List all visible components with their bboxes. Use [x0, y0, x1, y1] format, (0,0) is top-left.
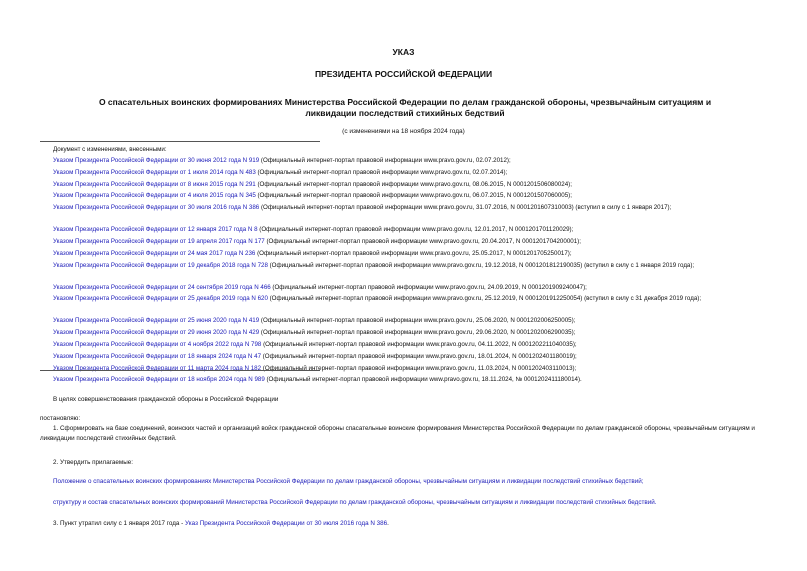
- amendment-link[interactable]: Указом Президента Российской Федерации от 4 июля 2015 года N 345: [53, 192, 256, 200]
- amendment-item: [40, 203, 768, 212]
- amendment-item: [40, 168, 768, 177]
- amendment-source: (Официальный интернет-портал правовой информации www.pravo.gov.ru, 06.07.2015, N 0001201507060005);: [255, 192, 572, 200]
- amendment-source: (Официальный интернет-портал правовой информации www.pravo.gov.ru, 12.01.2017, N 0001201701120029);: [257, 226, 574, 234]
- amendment-item: [40, 294, 768, 303]
- amendment-link[interactable]: Указом Президента Российской Федерации от 24 сентября 2019 года N 466: [53, 283, 271, 291]
- item-2-paragraph: 2. Утвердить прилагаемые:: [53, 459, 133, 466]
- amendment-link[interactable]: Указом Президента Российской Федерации от 11 марта 2024 года N 182: [53, 364, 262, 372]
- amendment-source: (Официальный интернет-портал правовой информации www.pravo.gov.ru, 18.01.2024, N 0001202401180019);: [261, 352, 577, 360]
- document-heading: О спасательных воинских формированиях Министерства Российской Федерации по делам гражданской обороны, чрезвычайным ситуациям и ликвидации последствий стихийных бедствий: [98, 97, 712, 118]
- item-2b-link[interactable]: структуру и состав спасательных воинских формирований Министерства Российской Федерации по делам гражданской обороны, чрезвычайным ситуациям и ликвидации последствий стихийных бедствий.: [53, 499, 657, 506]
- amendment-source: (Официальный интернет-портал правовой информации www.pravo.gov.ru, 02.07.2012);: [259, 157, 511, 164]
- amendment-item: [40, 191, 768, 200]
- amendments-intro: Документ с изменениями, внесенными:: [53, 146, 167, 153]
- amendment-source: (Официальный интернет-портал правовой информации www.pravo.gov.ru, 19.12.2018, N 0001201812190035) (вступил в силу с 1 января 2019 года);: [267, 261, 695, 269]
- amendment-source: (Официальный интернет-портал правовой информации www.pravo.gov.ru, 24.09.2019, N 0001201909240047);: [270, 283, 587, 291]
- revision-note: (с изменениями на 18 ноября 2024 года): [342, 128, 465, 135]
- amendment-item: [40, 364, 768, 373]
- item-3-paragraph: [53, 519, 781, 529]
- amendment-item: [40, 237, 768, 246]
- amendment-link[interactable]: Указом Президента Российской Федерации от 25 июня 2020 года N 419: [53, 317, 260, 325]
- bottom-divider: [40, 370, 320, 371]
- amendment-link[interactable]: Указом Президента Российской Федерации от 29 июня 2020 года N 429: [53, 329, 260, 337]
- amendment-item: [40, 352, 768, 361]
- amendment-item: [40, 340, 768, 349]
- purpose-paragraph: В целях совершенствования гражданской обороны в Российской Федерации: [53, 396, 279, 403]
- amendment-link[interactable]: Указом Президента Российской Федерации от 18 ноября 2024 года N 989: [53, 376, 265, 384]
- issuer-title: ПРЕЗИДЕНТА РОССИЙСКОЙ ФЕДЕРАЦИИ: [314, 69, 493, 79]
- amendment-item: [40, 225, 768, 234]
- amendment-link[interactable]: Указом Президента Российской Федерации от 19 апреля 2017 года N 177: [53, 238, 265, 245]
- amendment-source: (Официальный интернет-портал правовой информации www.pravo.gov.ru, 25.06.2020, N 0001202006250005);: [259, 317, 576, 325]
- amendment-item: [40, 156, 768, 165]
- amendment-item: [40, 283, 768, 292]
- item-1-paragraph: 1. Сформировать на базе соединений, воинских частей и организаций войск гражданской обороны спасательные воинские формирования Министерства Российской Федерации по делам гражданской обороны, чрезвычайным ситуациям и ликвидации последствий стихийных бедствий.: [40, 425, 755, 442]
- amendment-item: [40, 261, 768, 270]
- amendment-link[interactable]: Указом Президента Российской Федерации от 12 января 2017 года N 8: [53, 226, 258, 234]
- amendment-link[interactable]: Указом Президента Российской Федерации от 30 июня 2012 года N 919: [53, 157, 260, 164]
- amendment-link[interactable]: Указом Президента Российской Федерации от 25 декабря 2019 года N 620: [53, 295, 268, 303]
- amendment-source: (Официальный интернет-портал правовой информации www.pravo.gov.ru, 25.05.2017, N 0001201705250017);: [255, 249, 572, 257]
- amendment-link[interactable]: Указом Президента Российской Федерации от 18 января 2024 года N 47: [53, 352, 262, 360]
- amendment-source: (Официальный интернет-портал правовой информации www.pravo.gov.ru, 25.12.2019, N 0001201912250054) (вступил в силу с 31 декабря 2019 года);: [267, 295, 702, 303]
- amendment-source: (Официальный интернет-портал правовой информации www.pravo.gov.ru, 08.06.2015, N 0001201506080024);: [255, 180, 572, 188]
- amendment-source: (Официальный интернет-портал правовой информации www.pravo.gov.ru, 18.11.2024, № 0001202411180014).: [264, 376, 582, 384]
- item-3-text: 3. Пункт утратил силу с 1 января 2017 года -: [53, 520, 186, 527]
- amendment-link[interactable]: Указом Президента Российской Федерации от 24 мая 2017 года N 236: [53, 249, 256, 257]
- amendment-item: [40, 249, 768, 258]
- item-3-link[interactable]: Указ Президента Российской Федерации от 30 июля 2016 года N 386: [185, 520, 388, 527]
- amendment-source: (Официальный интернет-портал правовой информации www.pravo.gov.ru, 29.06.2020, N 0001202006290035);: [259, 329, 576, 337]
- amendment-item: [40, 316, 768, 325]
- amendment-link[interactable]: Указом Президента Российской Федерации от 19 декабря 2018 года N 728: [53, 261, 268, 269]
- amendment-item: [40, 180, 768, 189]
- amendment-link[interactable]: Указом Президента Российской Федерации от 30 июля 2016 года N 386: [53, 204, 260, 212]
- decree-word: постановляю:: [40, 415, 81, 422]
- amendment-source: (Официальный интернет-портал правовой информации www.pravo.gov.ru, 20.04.2017, N 0001201704200001);: [264, 238, 581, 245]
- amendment-item: [40, 328, 768, 337]
- item-3-end: .: [387, 520, 389, 527]
- amendment-source: (Официальный интернет-портал правовой информации www.pravo.gov.ru, 04.11.2022, N 0001202211040035);: [261, 341, 577, 348]
- amendment-item: [40, 375, 768, 384]
- amendment-link[interactable]: Указом Президента Российской Федерации от 1 июля 2014 года N 483: [53, 168, 256, 176]
- item-2a-link[interactable]: Положение о спасательных воинских формированиях Министерства Российской Федерации по делам гражданской обороны, чрезвычайным ситуациям и ликвидации последствий стихийных бедствий;: [53, 478, 644, 485]
- document-type-title: УКАЗ: [392, 47, 415, 57]
- amendment-source: (Официальный интернет-портал правовой информации www.pravo.gov.ru, 02.07.2014);: [255, 168, 508, 176]
- top-divider: [40, 141, 320, 142]
- amendment-link[interactable]: Указом Президента Российской Федерации от 8 июня 2015 года N 291: [53, 180, 256, 188]
- amendment-link[interactable]: Указом Президента Российской Федерации от 4 ноября 2022 года N 798: [53, 341, 262, 348]
- amendment-source: (Официальный интернет-портал правовой информации www.pravo.gov.ru, 31.07.2016, N 0001201607310003) (вступил в силу с 1 января 2017);: [259, 204, 672, 212]
- amendment-source: (Официальный интернет-портал правовой информации www.pravo.gov.ru, 11.03.2024, N 0001202403110013);: [261, 364, 577, 372]
